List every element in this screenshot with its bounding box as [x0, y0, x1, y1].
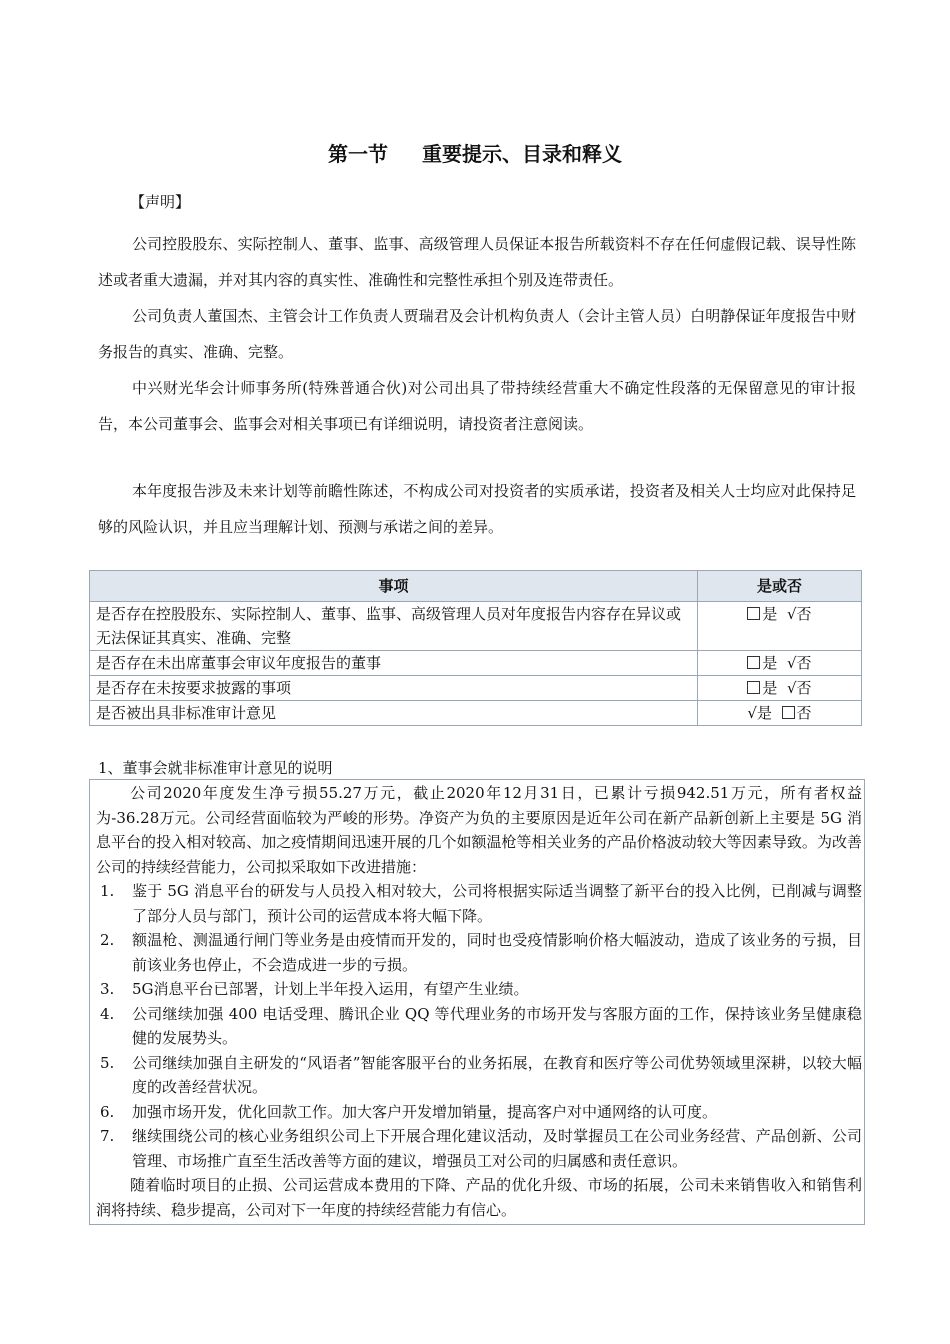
paragraph-auditor: 中兴财光华会计师事务所(特殊普通合伙)对公司出具了带持续经营重大不确定性段落的无保留意见的审计报告，本公司董事会、监事会对相关事项已有详细说明，请投资者注意阅读。 — [98, 379, 856, 433]
list-item-text: 公司继续加强自主研发的“风语者”智能客服平台的业务拓展，在教育和医疗等公司优势领域里深耕，以较大幅度的改善经营状况。 — [132, 1053, 862, 1096]
paragraph-forward-looking: 本年度报告涉及未来计划等前瞻性陈述，不构成公司对投资者的实质承诺，投资者及相关人士均应对此保持足够的风险认识，并且应当理解计划、预测与承诺之间的差异。 — [98, 482, 856, 536]
empty-checkbox-icon — [747, 681, 760, 694]
list-item-number: 4. — [100, 1004, 115, 1023]
list-item-number: 3. — [100, 980, 115, 998]
explanation-box — [89, 779, 865, 1225]
header-item: 事项 — [90, 571, 698, 602]
title-section-number: 第一节 — [328, 142, 388, 166]
check-mark-icon: √ — [786, 605, 797, 623]
check-mark-icon: √ — [786, 654, 797, 672]
page-title — [0, 138, 950, 167]
list-item-number: 2. — [100, 931, 115, 949]
row-item-text: 是否存在未出席董事会审议年度报告的董事 — [90, 651, 698, 676]
list-item — [96, 1100, 862, 1125]
option-yes: 是 — [762, 679, 778, 697]
list-item — [96, 1124, 862, 1173]
title-section-name: 重要提示、目录和释义 — [422, 142, 622, 166]
section-title: 1、董事会就非标准审计意见的说明 — [98, 759, 333, 777]
row-item-text: 是否存在控股股东、实际控制人、董事、监事、高级管理人员对年度报告内容存在异议或无法保证其真实、准确、完整 — [90, 602, 698, 651]
list-item — [96, 977, 862, 1002]
list-item — [96, 928, 862, 977]
header-yes-no: 是或否 — [698, 571, 862, 602]
option-no: 否 — [796, 605, 812, 623]
matters-table — [89, 570, 862, 726]
list-item-text: 5G消息平台已部署，计划上半年投入运用，有望产生业绩。 — [132, 980, 529, 998]
list-item-number: 1. — [100, 882, 115, 900]
option-yes: 是 — [762, 654, 778, 672]
table-header-row — [90, 571, 862, 602]
explanation-closing: 随着临时项目的止损、公司运营成本费用的下降、产品的优化升级、市场的拓展，公司未来销售收入和销售利润将持续、稳步提高，公司对下一年度的持续经营能力有信心。 — [96, 1176, 862, 1219]
option-yes: 是 — [762, 605, 778, 623]
list-item-text: 加强市场开发，优化回款工作。加大客户开发增加销量，提高客户对中通网络的认可度。 — [132, 1102, 718, 1121]
empty-checkbox-icon — [747, 656, 760, 669]
paragraph-guarantee: 公司控股股东、实际控制人、董事、监事、高级管理人员保证本报告所载资料不存在任何虚假记载、误导性陈述或者重大遗漏，并对其内容的真实性、准确性和完整性承担个别及连带责任。 — [98, 235, 856, 289]
list-item — [96, 879, 862, 928]
list-item-text: 额温枪、测温通行闸门等业务是由疫情而开发的，同时也受疫情影响价格大幅波动，造成了该业务的亏损，目前该业务也停止，不会造成进一步的亏损。 — [132, 931, 862, 974]
empty-checkbox-icon — [747, 607, 760, 620]
statement-label: 【声明】 — [130, 193, 191, 211]
check-mark-icon: √ — [747, 704, 757, 722]
list-item-number: 5. — [100, 1053, 115, 1072]
list-item-number: 7. — [100, 1127, 115, 1145]
list-item-number: 6. — [100, 1102, 115, 1121]
row-answer — [698, 676, 862, 701]
table-row — [90, 602, 862, 651]
list-item — [96, 1051, 862, 1100]
table-row — [90, 651, 862, 676]
option-no: 否 — [796, 704, 812, 722]
row-answer — [698, 602, 862, 651]
option-no: 否 — [796, 679, 812, 697]
paragraph-responsible-persons: 公司负责人董国杰、主管会计工作负责人贾瑞君及会计机构负责人（会计主管人员）白明静保证年度报告中财务报告的真实、准确、完整。 — [98, 307, 856, 361]
option-yes: 是 — [756, 704, 772, 722]
option-no: 否 — [796, 654, 812, 672]
row-answer — [698, 651, 862, 676]
row-item-text: 是否存在未按要求披露的事项 — [90, 676, 698, 701]
table-row — [90, 676, 862, 701]
check-mark-icon: √ — [786, 679, 797, 697]
row-item-text: 是否被出具非标准审计意见 — [90, 701, 698, 726]
measures-list — [96, 879, 862, 1173]
list-item-text: 继续围绕公司的核心业务组织公司上下开展合理化建议活动，及时掌握员工在公司业务经营、产品创新、公司管理、市场推广直至生活改善等方面的建议，增强员工对公司的归属感和责任意识。 — [132, 1127, 862, 1170]
list-item-text: 公司继续加强 400 电话受理、腾讯企业 QQ 等代理业务的市场开发与客服方面的工作，保持该业务呈健康稳健的发展势头。 — [132, 1004, 862, 1047]
list-item — [96, 1002, 862, 1051]
list-item-text: 鉴于 5G 消息平台的研发与人员投入相对较大，公司将根据实际适当调整了新平台的投入比例，已削减与调整了部分人员与部门，预计公司的运营成本将大幅下降。 — [132, 882, 862, 925]
empty-checkbox-icon — [782, 706, 795, 719]
table-row — [90, 701, 862, 726]
explanation-intro: 公司2020年度发生净亏损55.27万元，截止2020年12月31日，已累计亏损942.51万元，所有者权益为-36.28万元。公司经营面临较为严峻的形势。净资产为负的主要原因是近年公司在新产品新创新上主要是 5G 消息平台的投入相对较高、加之疫情期间迅速开展的几个如额温枪等相关业务的产品价格波动较大等因素导致。为改善公司的持续经营能力，公司拟采取如下改进措施： — [96, 784, 862, 876]
row-answer — [698, 701, 862, 726]
